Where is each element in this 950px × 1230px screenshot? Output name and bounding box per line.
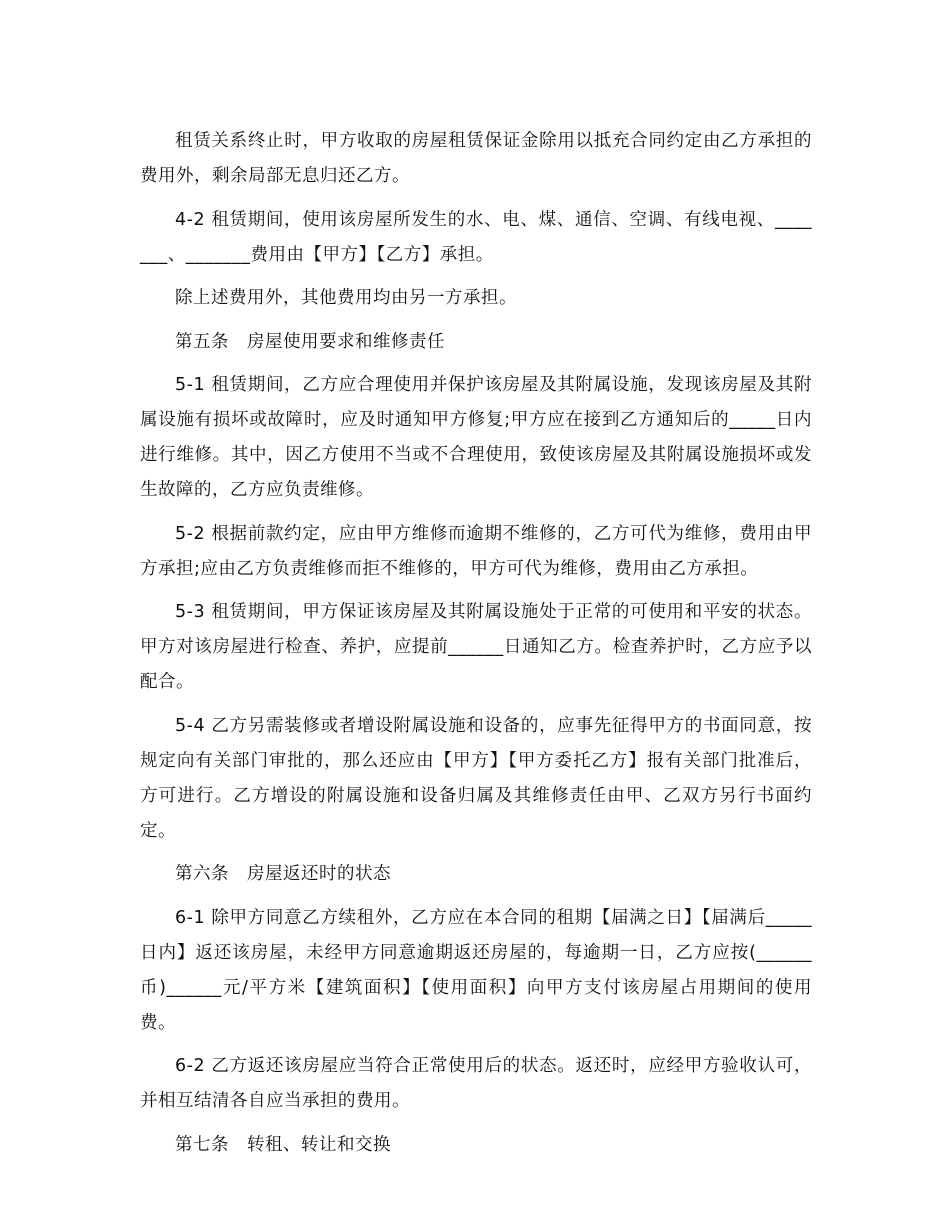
paragraph-6-1: 6-1 除甲方同意乙方续租外，乙方应在本合同的租期【届满之日】【届满后_____日内】返还该房屋，未经甲方同意逾期返还房屋的，每逾期一日，乙方应按(______币)______元/平方米【建筑面积】【使用面积】向甲方支付该房屋占用期间的使用费。 [140,907,812,1033]
paragraph-deposit-return: 租赁关系终止时，甲方收取的房屋租赁保证金除用以抵充合同约定由乙方承担的费用外，剩余局部无息归还乙方。 [140,131,812,186]
paragraph-4-2: 4-2 租赁期间，使用该房屋所发生的水、电、煤、通信、空调、有线电视、_______、_______费用由【甲方】【乙方】承担。 [140,209,812,265]
article-7-heading: 第七条 转租、转让和交换 [175,1134,391,1155]
paragraph-5-4: 5-4 乙方另需装修或者增设附属设施和设备的，应事先征得甲方的书面同意，按规定向有关部门审批的，那么还应由【甲方】【甲方委托乙方】报有关部门批准后，方可进行。乙方增设的附属设施和设备归属及其维修责任由甲、乙双方另行书面约定。 [140,715,812,841]
paragraph-5-2: 5-2 根据前款约定，应由甲方维修而逾期不维修的，乙方可代为维修，费用由甲方承担;应由乙方负责维修而拒不维修的，甲方可代为维修，费用由乙方承担。 [140,523,812,579]
paragraph-6-2: 6-2 乙方返还该房屋应当符合正常使用后的状态。返还时，应经甲方验收认可，并相互结清各自应当承担的费用。 [140,1056,812,1111]
document-body [140,124,812,1171]
article-6-heading: 第六条 房屋返还时的状态 [175,864,391,884]
paragraph-5-3: 5-3 租赁期间，甲方保证该房屋及其附属设施处于正常的可使用和平安的状态。甲方对该房屋进行检查、养护，应提前______日通知乙方。检查养护时，乙方应予以配合。 [140,602,812,692]
paragraph-5-1: 5-1 租赁期间，乙方应合理使用并保护该房屋及其附属设施，发现该房屋及其附属设施有损坏或故障时，应及时通知甲方修复;甲方应在接到乙方通知后的_____日内进行维修。其中，因乙方使用不当或不合理使用，致使该房屋及其附属设施损坏或发生故障的，乙方应负责维修。 [140,375,812,500]
paragraph-other-fees: 除上述费用外，其他费用均由另一方承担。 [175,288,517,308]
article-5-heading: 第五条 房屋使用要求和维修责任 [175,331,445,352]
